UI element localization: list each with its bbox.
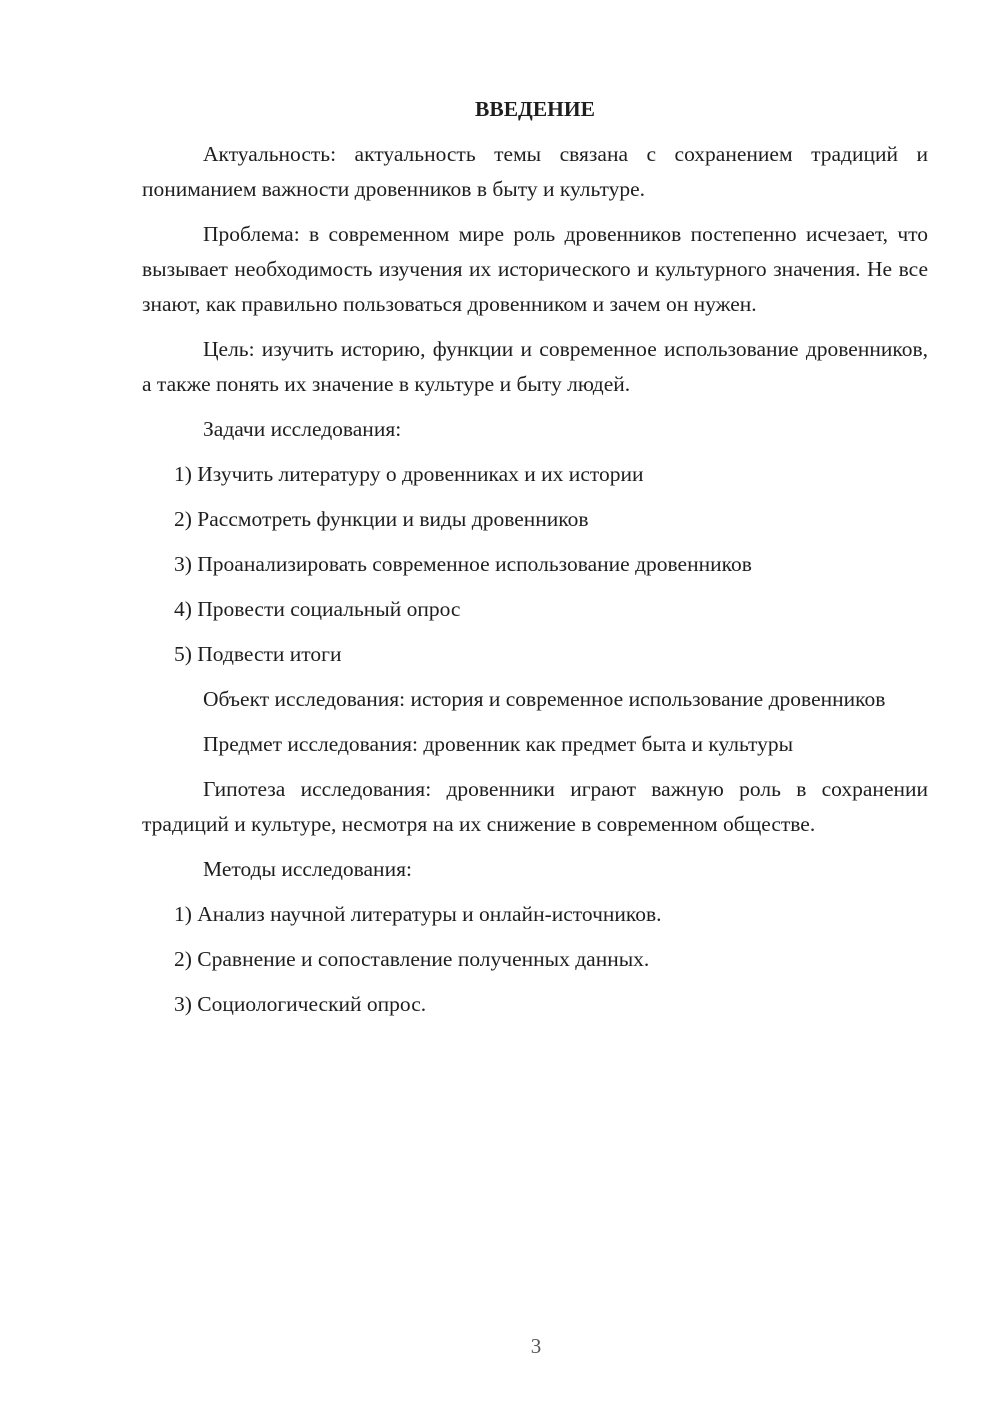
subject-paragraph: Предмет исследования: дровенник как предмет быта и культуры [203,732,794,756]
task-item-4: 4) Провести социальный опрос [174,597,461,621]
methods-heading: Методы исследования: [203,857,412,881]
task-item-1: 1) Изучить литературу о дровенниках и их истории [174,462,644,486]
page-number: 3 [530,1334,542,1358]
section-title: ВВЕДЕНИЕ [475,97,595,121]
hypothesis-paragraph: Гипотеза исследования: дровенники играют важную роль в сохранении традиций и культуре, несмотря на их снижение в современном обществе. [142,777,928,836]
method-item-3: 3) Социологический опрос. [174,992,427,1016]
tasks-heading: Задачи исследования: [203,417,402,441]
task-item-3: 3) Проанализировать современное использование дровенников [174,552,752,576]
object-paragraph: Объект исследования: история и современное использование дровенников [203,687,886,711]
method-item-2: 2) Сравнение и сопоставление полученных данных. [174,947,650,971]
problem-paragraph: Проблема: в современном мире роль дровенников постепенно исчезает, что вызывает необходимость изучения их исторического и культурного значения. Не все знают, как правильно пользоваться дровенником и зачем он нужен. [142,222,928,316]
goal-paragraph: Цель: изучить историю, функции и современное использование дровенников, а также понять их значение в культуре и быту людей. [142,337,928,396]
relevance-paragraph: Актуальность: актуальность темы связана с сохранением традиций и пониманием важности дровенников в быту и культуре. [142,142,928,201]
document-page [142,92,928,1032]
method-item-1: 1) Анализ научной литературы и онлайн-источников. [174,902,662,926]
task-item-2: 2) Рассмотреть функции и виды дровенников [174,507,589,531]
task-item-5: 5) Подвести итоги [174,642,342,666]
